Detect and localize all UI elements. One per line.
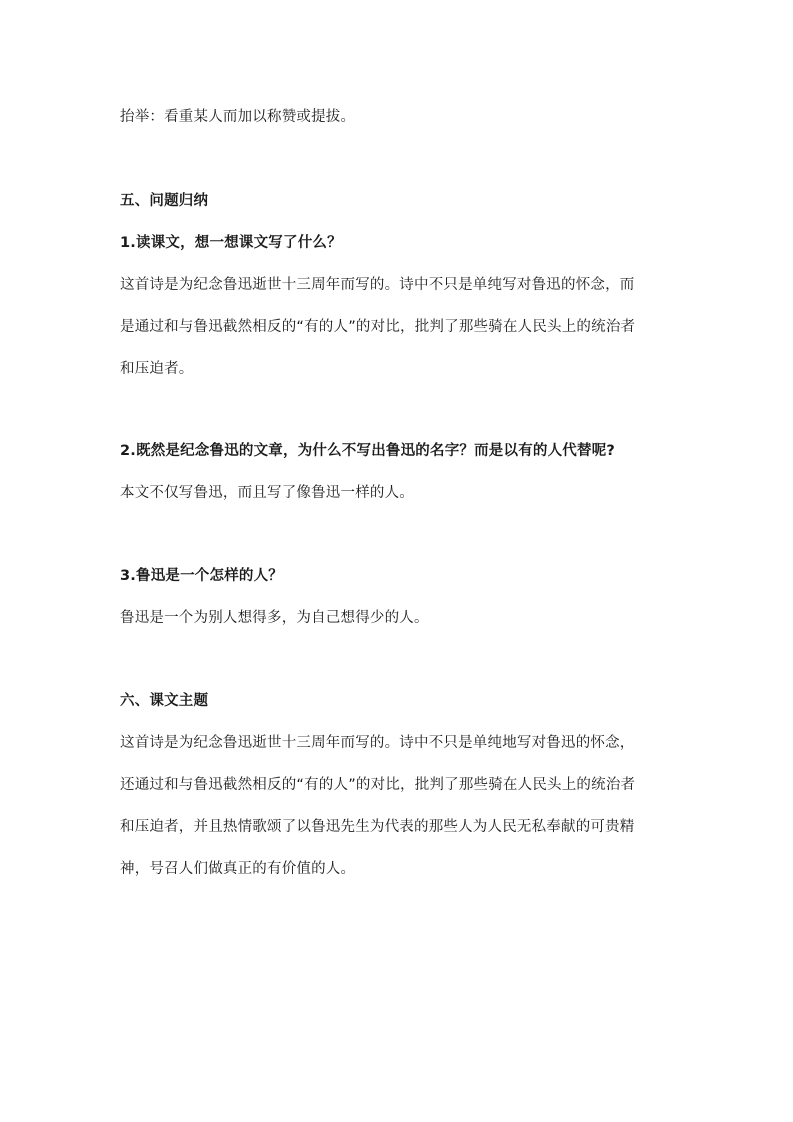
theme-line-1: 这首诗是为纪念鲁迅逝世十三周年而写的。诗中不只是单纯地写对鲁迅的怀念， bbox=[120, 735, 635, 751]
definition-taiju: 抬举：看重某人而加以称赞或提拔。 bbox=[120, 109, 356, 125]
question-1: 1.读课文，想一想课文写了什么？ bbox=[120, 235, 342, 251]
answer-1-line-3: 和压迫者。 bbox=[120, 361, 194, 377]
answer-1-line-1: 这首诗是为纪念鲁迅逝世十三周年而写的。诗中不只是单纯写对鲁迅的怀念，而 bbox=[120, 277, 635, 293]
section-heading-5: 五、问题归纳 bbox=[120, 193, 209, 209]
theme-line-3: 和压迫者，并且热情歌颂了以鲁迅先生为代表的那些人为人民无私奉献的可贵精 bbox=[120, 819, 635, 835]
section-heading-6: 六、课文主题 bbox=[120, 693, 209, 709]
answer-2: 本文不仅写鲁迅，而且写了像鲁迅一样的人。 bbox=[120, 485, 414, 501]
question-3: 3.鲁迅是一个怎样的人？ bbox=[120, 568, 283, 584]
theme-line-2: 还通过和与鲁迅截然相反的“有的人”的对比，批判了那些骑在人民头上的统治者 bbox=[120, 777, 636, 793]
theme-line-4: 神，号召人们做真正的有价值的人。 bbox=[120, 861, 356, 877]
answer-1-line-2: 是通过和与鲁迅截然相反的“有的人”的对比，批判了那些骑在人民头上的统治者 bbox=[120, 319, 636, 335]
question-2: 2.既然是纪念鲁迅的文章，为什么不写出鲁迅的名字？而是以有的人代替呢? bbox=[120, 443, 616, 459]
answer-3: 鲁迅是一个为别人想得多，为自己想得少的人。 bbox=[120, 610, 429, 626]
